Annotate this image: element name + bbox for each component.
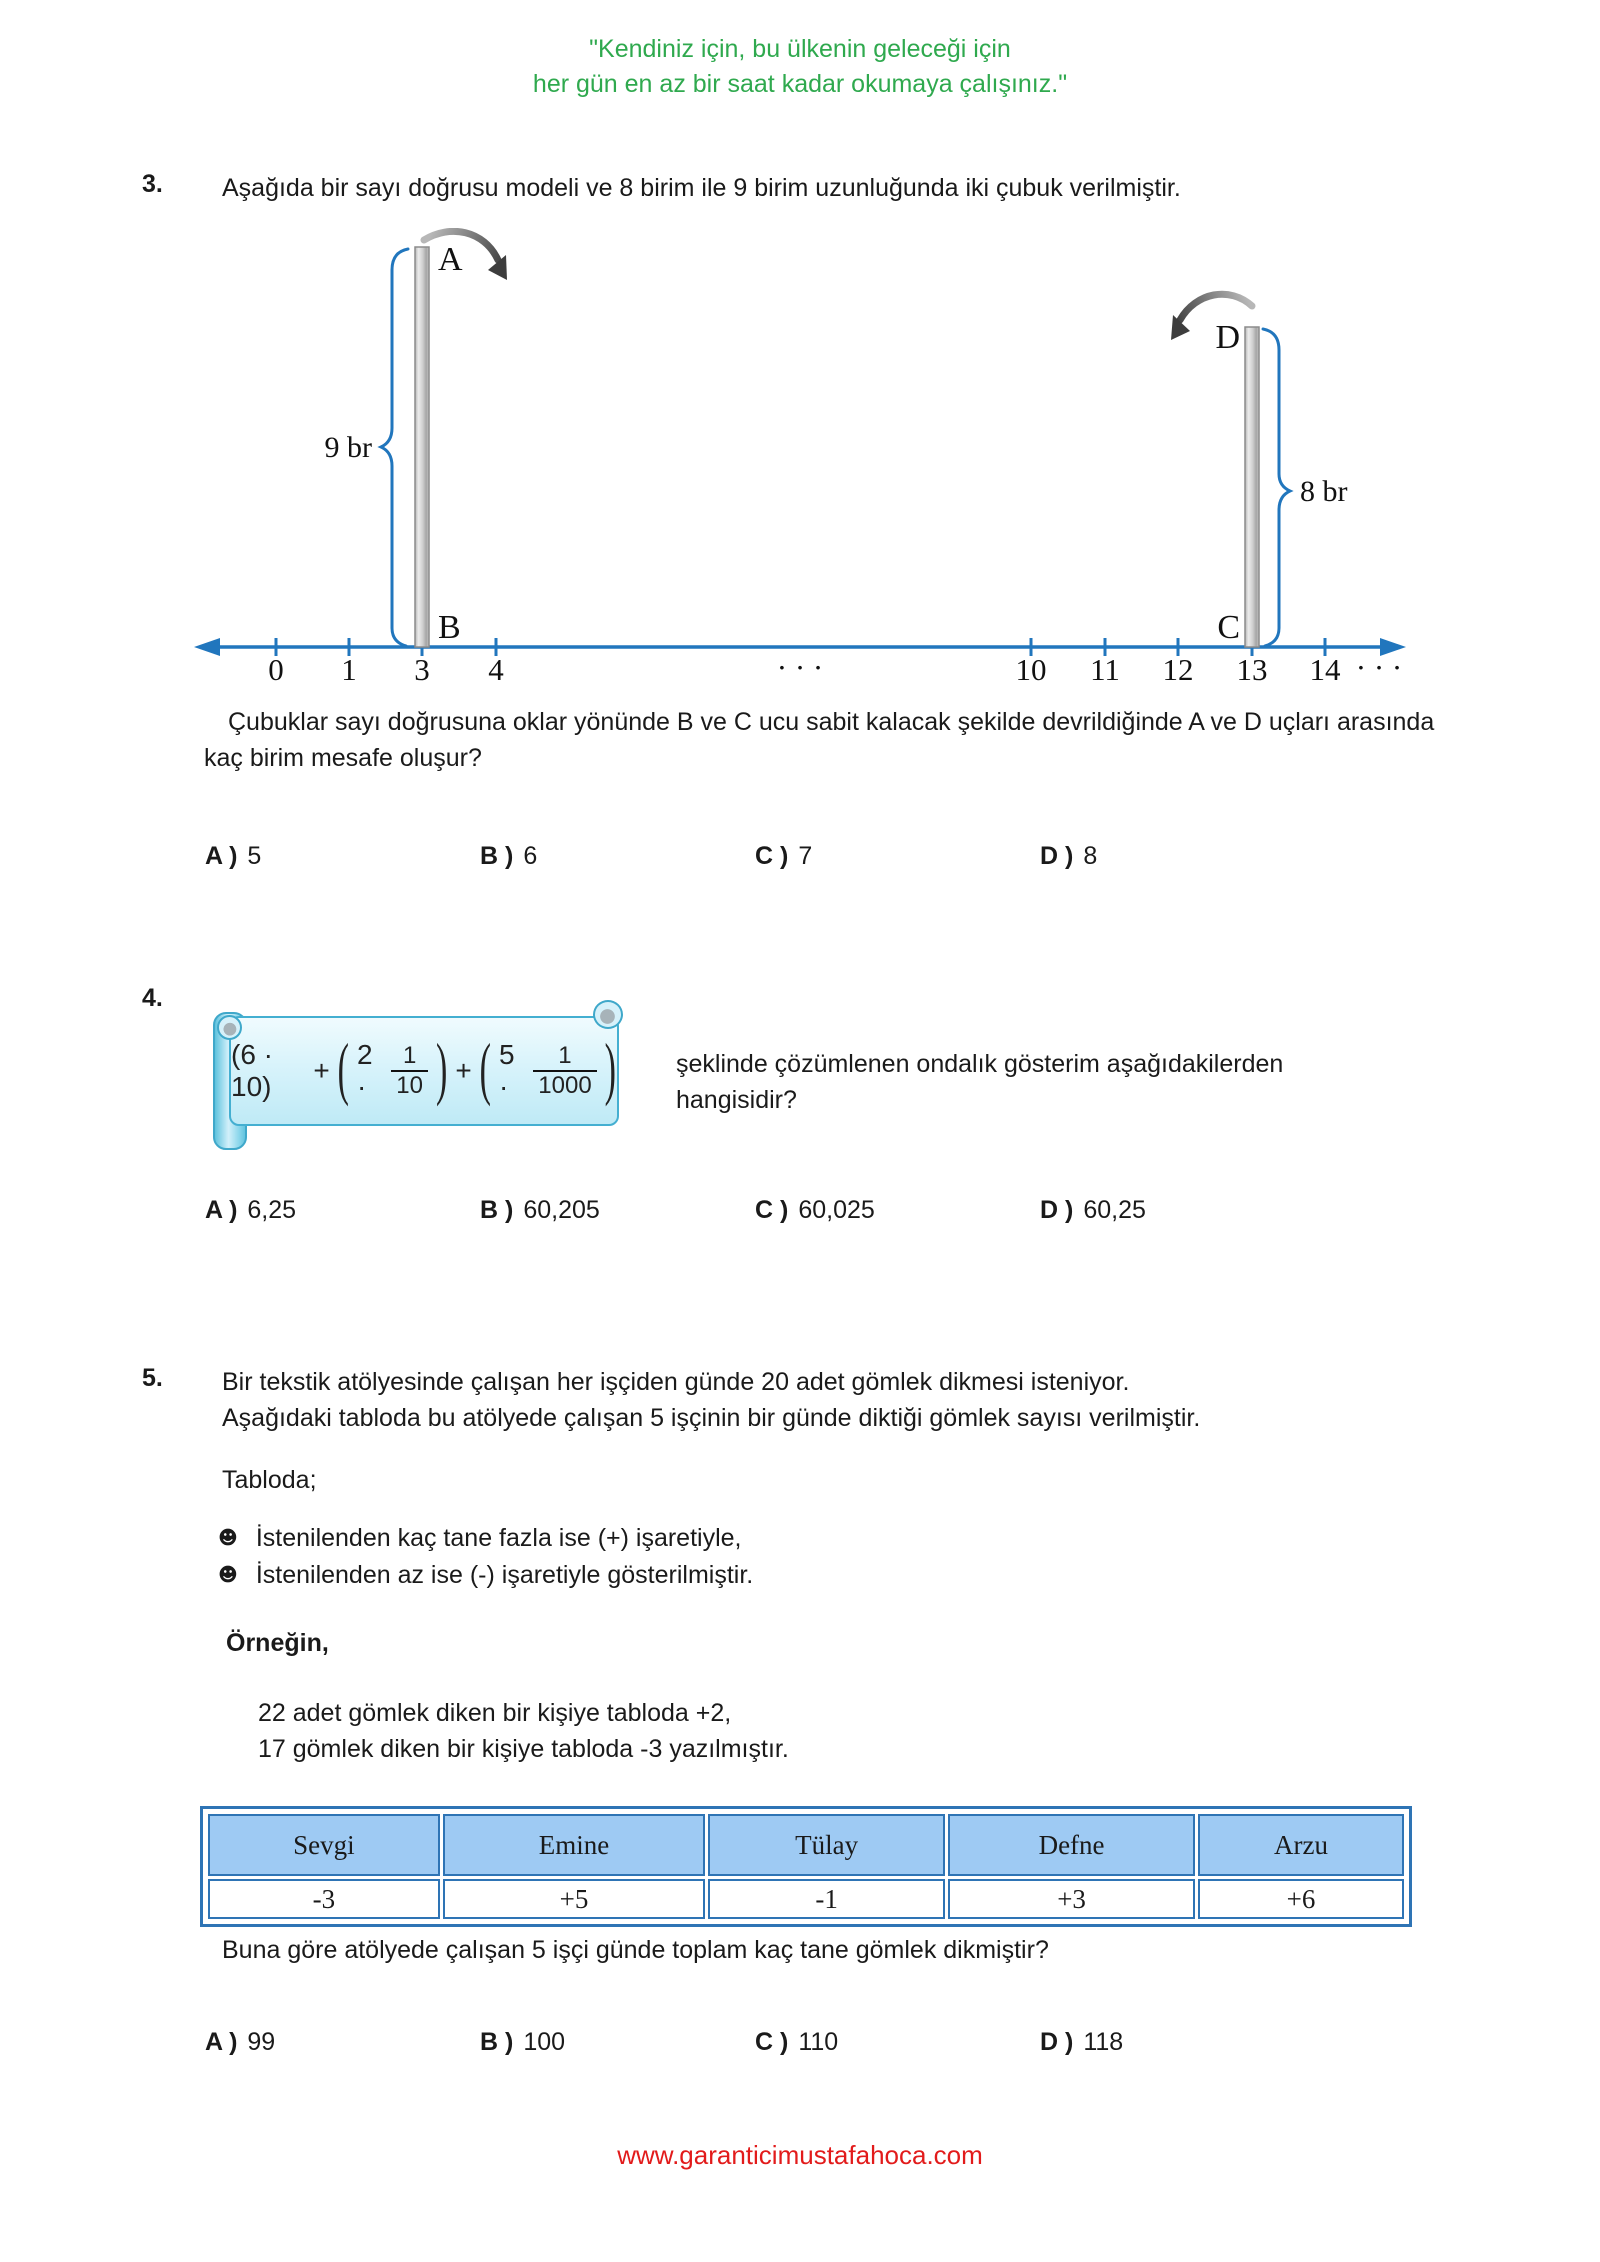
value-cell: -3 [208, 1879, 440, 1919]
paren-close-icon: ) [604, 1032, 616, 1108]
header-cell: Defne [948, 1814, 1195, 1876]
value-cell: +3 [948, 1879, 1195, 1919]
left-length-label: 9 br [324, 431, 372, 464]
formula-term3-coef: 5 · [499, 1039, 515, 1102]
header-cell: Sevgi [208, 1814, 440, 1876]
label-a: A [438, 241, 463, 278]
header-quote-line2: her gün en az bir saat kadar okumaya çalışınız." [532, 70, 1068, 98]
header-quote [0, 32, 1600, 102]
example-lines: 22 adet gömlek diken bir kişiye tabloda +2, 17 gömlek diken bir kişiye tabloda -3 yazılmıştır. [258, 1699, 789, 1763]
q5-option-a: A ) 99 [205, 2028, 276, 2056]
left-brace [381, 249, 408, 646]
formula-term2-coef: 2 · [357, 1039, 373, 1102]
tick-label-0: 0 [268, 652, 284, 687]
q4-option-a: A ) 6,25 [205, 1196, 297, 1224]
q4-option-b: B ) 60,205 [480, 1196, 600, 1224]
q3-option-d: D ) 8 [1040, 842, 1098, 870]
ornegin-label: Örneğin, [226, 1629, 329, 1657]
question3-text: Çubuklar sayı doğrusuna oklar yönünde B ve C ucu sabit kalacak şekilde devrildiğinde A ve D uçları arasında kaç birim mesafe oluşur? [204, 708, 1435, 772]
header-cell: Emine [443, 1814, 706, 1876]
q5-option-c: C ) 110 [755, 2028, 839, 2056]
line-arrow-left-icon [194, 638, 220, 656]
right-length-label: 8 br [1300, 475, 1348, 508]
formula-term1: (6 · 10) [231, 1039, 273, 1102]
fraction-1-10: $\frac{1}{10}$ [391, 1042, 428, 1099]
bullet-item-1: ☻ İstenilenden kaç tane fazla ise (+) işaretiyle, [218, 1524, 742, 1552]
left-rod [415, 247, 429, 647]
q3-option-b: B ) 6 [480, 842, 538, 870]
right-brace [1263, 329, 1290, 646]
scroll-curl-top-left-icon [217, 1015, 242, 1040]
tick-label-11: 11 [1090, 652, 1120, 687]
tick-label-4: 4 [488, 652, 504, 687]
header-cell: Arzu [1198, 1814, 1404, 1876]
q5-option-b: B ) 100 [480, 2028, 566, 2056]
right-rod [1245, 327, 1259, 647]
paren-open-icon: ( [479, 1032, 491, 1108]
tick-labels [268, 650, 1402, 687]
question4-text: şeklinde çözümlenen ondalık gösterim aşağıdakilerden hangisidir? [676, 1050, 1284, 1114]
question5-text: Buna göre atölyede çalışan 5 işçi günde toplam kaç tane gömlek dikmiştir? [222, 1936, 1049, 1964]
question3-intro: Aşağıda bir sayı doğrusu modeli ve 8 birim ile 9 birim uzunluğunda iki çubuk verilmiştir. [222, 174, 1181, 202]
tick-label-10: 10 [1015, 652, 1047, 687]
value-cell: +6 [1198, 1879, 1404, 1919]
paren-close-icon: ) [435, 1032, 448, 1108]
formula-plus1: + [313, 1055, 330, 1086]
smiley-bullet-icon: ☻ [218, 1527, 238, 1549]
formula-scroll-banner [213, 1006, 633, 1156]
ellipsis-end: · · · [1355, 650, 1403, 685]
tick-label-13: 13 [1236, 652, 1268, 687]
header-cell: Tülay [708, 1814, 945, 1876]
paren-open-icon: ( [337, 1032, 349, 1108]
q4-option-d: D ) 60,25 [1040, 1196, 1146, 1224]
q5-option-d: D ) 118 [1040, 2028, 1124, 2056]
tick-label-1: 1 [341, 652, 357, 687]
tabloda-label: Tabloda; [222, 1466, 317, 1494]
smiley-bullet-icon: ☻ [218, 1564, 238, 1586]
value-cell: +5 [443, 1879, 706, 1919]
label-b: B [438, 609, 461, 646]
tick-label-14: 14 [1309, 652, 1341, 687]
footer-url: www.garanticimustafahoca.com [617, 2140, 983, 2170]
question3-number: 3. [142, 170, 163, 198]
tick-label-12: 12 [1162, 652, 1194, 687]
number-line-diagram [140, 228, 1470, 698]
bullet-item-2: ☻ İstenilenden az ise (-) işaretiyle gösterilmiştir. [218, 1561, 754, 1589]
table-header-row [208, 1814, 1404, 1876]
workers-table [200, 1806, 1412, 1927]
question5-intro: Bir tekstik atölyesinde çalışan her işçiden günde 20 adet gömlek dikmesi isteniyor. Aşağıdaki tabloda bu atölyede çalışan 5 işçinin bir günde diktiği gömlek sayısı verilmiştir. [222, 1368, 1201, 1432]
ellipsis-mid: · · · [776, 650, 824, 685]
table-value-row [208, 1879, 1404, 1919]
formula [229, 1016, 619, 1126]
scroll-curl-top-right-icon [593, 1000, 623, 1029]
header-quote-line1: "Kendiniz için, bu ülkenin geleceği için [589, 35, 1011, 63]
question4-number: 4. [142, 984, 163, 1012]
q3-option-c: C ) 7 [755, 842, 813, 870]
q3-option-a: A ) 5 [205, 842, 262, 870]
q4-option-c: C ) 60,025 [755, 1196, 875, 1224]
question5-number: 5. [142, 1364, 163, 1392]
tick-label-3: 3 [414, 652, 430, 687]
label-c: C [1217, 609, 1240, 646]
rotation-arrow-right-icon [424, 231, 507, 280]
formula-plus2: + [455, 1055, 472, 1086]
label-d: D [1215, 319, 1240, 356]
fraction-1-1000: $\frac{1}{1000}$ [533, 1042, 596, 1099]
value-cell: -1 [708, 1879, 945, 1919]
